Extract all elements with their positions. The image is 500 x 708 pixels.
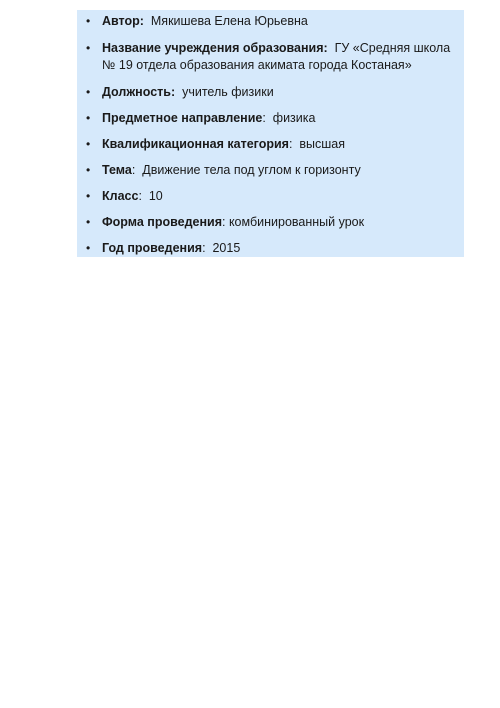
item-value: Движение тела под углом к горизонту	[142, 163, 361, 177]
bullet-icon: •	[86, 111, 91, 125]
item-value: учитель физики	[182, 85, 274, 99]
info-box	[77, 10, 464, 257]
bullet-icon: •	[86, 189, 91, 203]
item-label: Квалификационная категория	[102, 137, 289, 151]
item-value: 2015	[212, 241, 241, 255]
item-label: Должность:	[102, 85, 176, 99]
item-value: Мякишева Елена Юрьевна	[150, 14, 308, 28]
item-label: Тема	[102, 163, 132, 177]
bullet-icon: •	[86, 241, 91, 255]
item-text	[102, 13, 457, 30]
item-text	[102, 84, 457, 101]
item-text: Тема: Движение тела под углом к горизонту	[102, 163, 361, 177]
item-value: физика	[272, 111, 316, 125]
item-text: Год проведения: 2015	[102, 241, 241, 255]
item-text: Форма проведения: комбинированный урок	[102, 215, 365, 229]
item-text	[102, 40, 457, 74]
bullet-icon: •	[86, 85, 91, 99]
bullet-icon: •	[86, 14, 91, 28]
bullet-icon: •	[86, 215, 91, 229]
item-label: Класс	[102, 189, 139, 203]
item-label: Название учреждения образования:	[102, 41, 328, 55]
bullet-icon: •	[86, 137, 91, 151]
item-value: комбинированный урок	[228, 215, 365, 229]
item-label: Предметное направление	[102, 111, 263, 125]
item-label: Форма проведения	[102, 215, 222, 229]
item-value: высшая	[299, 137, 345, 151]
item-text: Квалификационная категория: высшая	[102, 137, 345, 151]
bullet-icon: •	[86, 163, 91, 177]
item-text: Предметное направление: физика	[102, 111, 316, 125]
item-value: ГУ «Средняя школа № 19 отдела образования акимата города Костаная»	[102, 41, 451, 72]
item-value: 10	[148, 189, 163, 203]
item-label: Год проведения	[102, 241, 203, 255]
item-label: Автор:	[102, 14, 144, 28]
item-text: Класс: 10	[102, 189, 163, 203]
bullet-icon: •	[86, 41, 91, 55]
